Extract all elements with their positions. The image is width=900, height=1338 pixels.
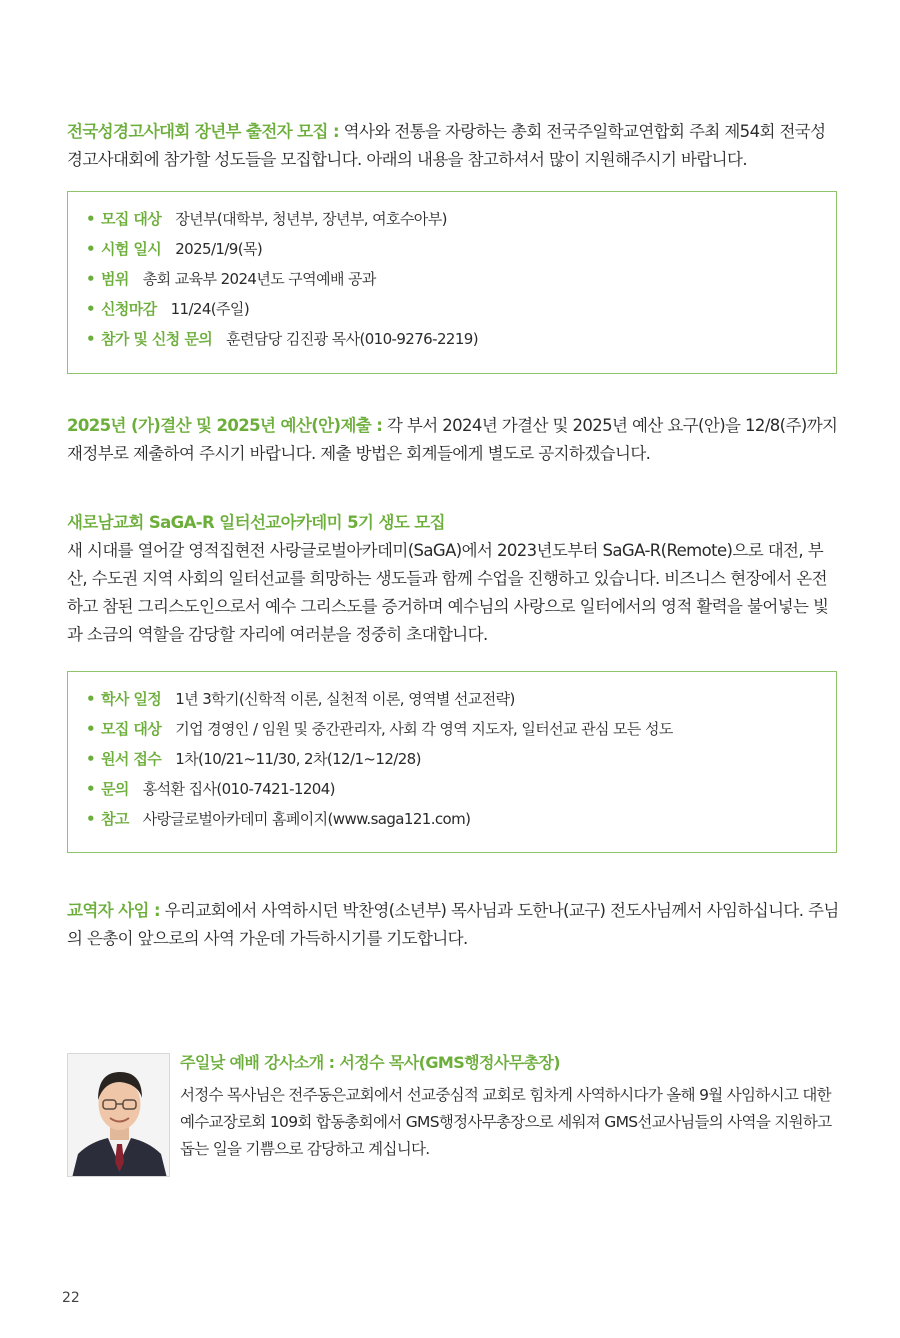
list-item: • 범위 총회 교육부 2024년도 구역예배 공과 xyxy=(86,270,376,288)
section-saga-academy xyxy=(67,509,839,649)
section-text: 우리교회에서 사역하시던 박찬영(소년부) 목사님과 도한나(교구) 전도사님께서 사임하십니다. 주님의 은총이 앞으로의 사역 가운데 가득하시기를 기도합니다. xyxy=(67,901,839,948)
info-box-bible-contest xyxy=(67,191,837,374)
list-item: • 참가 및 신청 문의 훈련담당 김진광 목사(010-9276-2219) xyxy=(86,330,478,348)
info-box-saga-academy xyxy=(67,671,837,853)
speaker-portrait-icon xyxy=(68,1054,170,1177)
speaker-photo xyxy=(67,1053,170,1177)
list-item: • 참고 사랑글로벌아카데미 홈페이지(www.saga121.com) xyxy=(86,810,471,828)
list-item: • 모집 대상 장년부(대학부, 청년부, 장년부, 여호수아부) xyxy=(86,210,447,228)
section-heading: 2025년 (가)결산 및 2025년 예산(안)제출 : xyxy=(67,416,383,435)
speaker-title: 주일낮 예배 강사소개 : 서정수 목사(GMS행정사무총장) xyxy=(180,1053,560,1072)
section-text: 새 시대를 열어갈 영적집현전 사랑글로벌아카데미(SaGA)에서 2023년도부터 SaGA-R(Remote)으로 대전, 부산, 수도권 지역 사회의 일터선교를 희망하는 생도들과 함께 수업을 진행하고 있습니다. 비즈니스 현장에서 온전하고 참된 그리스도인으로서 예수 그리스도를 증거하며 예수님의 사랑으로 일터에서의 영적 활력을 불어넣는 빛과 소금의 역할을 감당할 자리에 여러분을 정중히 초대합니다. xyxy=(67,541,829,644)
section-heading: 새로남교회 SaGA-R 일터선교아카데미 5기 생도 모집 xyxy=(67,513,445,532)
section-heading: 교역자 사임 : xyxy=(67,901,160,920)
list-item: • 모집 대상 기업 경영인 / 임원 및 중간관리자, 사회 각 영역 지도자, 일터선교 관심 모든 성도 xyxy=(86,720,673,738)
list-item: • 문의 홍석환 집사(010-7421-1204) xyxy=(86,780,335,798)
speaker-description: 서정수 목사님은 전주동은교회에서 선교중심적 교회로 힘차게 사역하시다가 올해 9월 사임하시고 대한예수교장로회 109회 합동총회에서 GMS행정사무총장으로 세워져 GMS선교사님들의 사역을 지원하고 돕는 일을 기쁨으로 감당하고 계십니다. xyxy=(180,1086,832,1158)
speaker-intro xyxy=(180,1048,840,1163)
list-item: • 신청마감 11/24(주일) xyxy=(86,300,250,318)
section-text: 각 부서 2024년 가결산 및 2025년 예산 요구(안)을 12/8(주)까지 재정부로 제출하여 주시기 바랍니다. 제출 방법은 회계들에게 별도로 공지하겠습니다. xyxy=(67,416,838,463)
list-item: • 학사 일정 1년 3학기(신학적 이론, 실천적 이론, 영역별 선교전략) xyxy=(86,690,515,708)
list-item: • 시험 일시 2025/1/9(목) xyxy=(86,240,263,258)
section-minister-resignation xyxy=(67,897,839,953)
list-item: • 원서 접수 1차(10/21~11/30, 2차(12/1~12/28) xyxy=(86,750,421,768)
section-heading: 전국성경고사대회 장년부 출전자 모집 : xyxy=(67,122,340,141)
page-number: 22 xyxy=(62,1290,80,1306)
section-text: 역사와 전통을 자랑하는 총회 전국주일학교연합회 주최 제54회 전국성경고사대회에 참가할 성도들을 모집합니다. 아래의 내용을 참고하셔서 많이 지원해주시기 바랍니다. xyxy=(67,122,826,169)
section-budget-submission xyxy=(67,412,839,468)
section-recruit-bible-contest xyxy=(67,118,839,174)
